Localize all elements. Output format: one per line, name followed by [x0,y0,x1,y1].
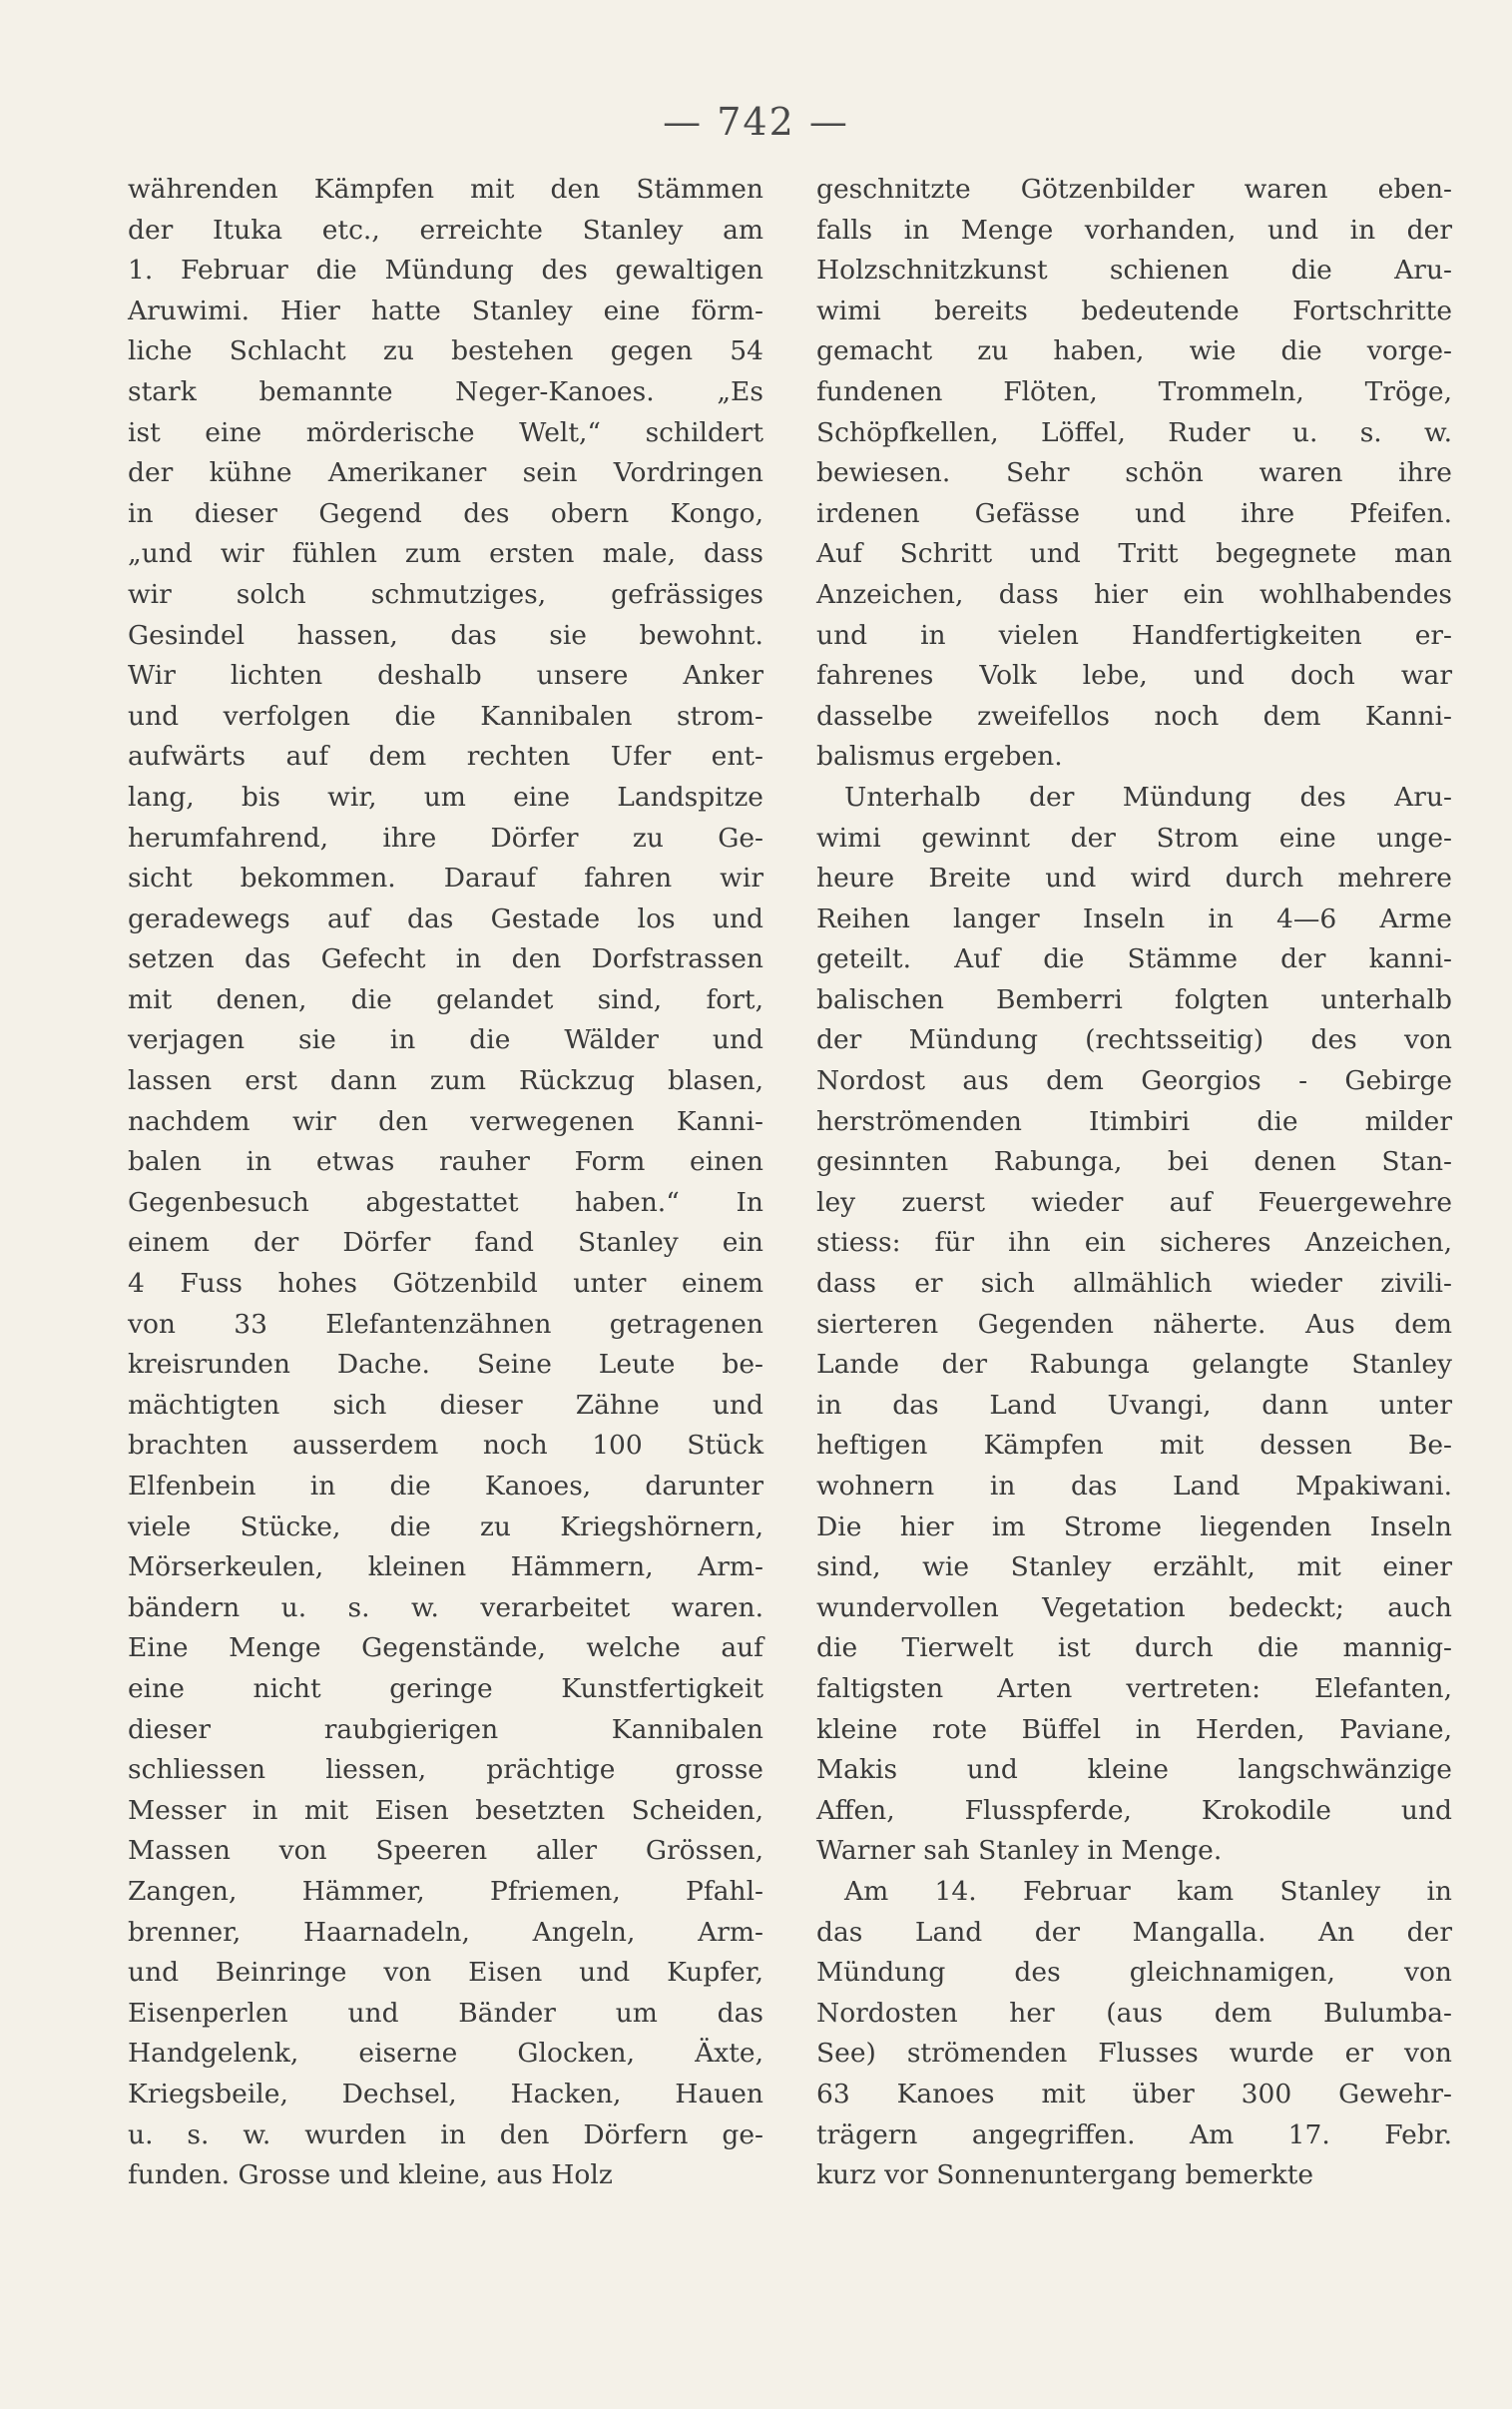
text-line: Warner sah Stanley in Menge. [816,1835,1223,1867]
text-line: währenden Kämpfen mit den Stämmen [128,174,763,205]
text-line: Gegenbesuch abgestattet haben.“ In [128,1186,763,1218]
text-line: Eine Menge Gegenstände, welche auf [128,1632,763,1664]
text-line: geschnitzte Götzenbilder waren eben- [816,174,1452,205]
text-line: Reihen langer Inseln in 4—6 Arme [816,903,1452,934]
text-line: Zangen, Hämmer, Pfriemen, Pfahl- [128,1875,763,1907]
text-line: wir solch schmutziges, gefrässiges [128,578,763,610]
text-line: Handgelenk, eiserne Glocken, Äxte, [128,2038,763,2070]
text-line: mit denen, die gelandet sind, fort, [128,983,763,1015]
text-line: Am 14. Februar kam Stanley in [844,1875,1452,1907]
text-line: Auf Schritt und Tritt begegnete man [816,538,1452,570]
text-line: Gesindel hassen, das sie bewohnt. [128,619,763,651]
text-line: 63 Kanoes mit über 300 Gewehr- [816,2078,1452,2109]
text-line: geradewegs auf das Gestade los und [128,903,763,934]
text-line: balismus ergeben. [816,741,1063,773]
text-line: setzen das Gefecht in den Dorfstrassen [128,943,763,975]
text-line: der kühne Amerikaner sein Vordringen [128,457,763,489]
text-line: Messer in mit Eisen besetzten Scheiden, [128,1794,763,1826]
text-line: 1. Februar die Mündung des gewaltigen [128,255,763,287]
text-line: Wir lichten deshalb unsere Anker [128,660,763,692]
text-line: stark bemannte Neger-Kanoes. „Es [128,375,763,407]
text-line: sicht bekommen. Darauf fahren wir [128,863,763,895]
text-line: kleine rote Büffel in Herden, Paviane, [816,1713,1452,1745]
text-line: und Beinringe von Eisen und Kupfer, [128,1957,763,1989]
text-line: Unterhalb der Mündung des Aru- [844,781,1452,813]
text-line: bewiesen. Sehr schön waren ihre [816,457,1452,489]
text-line: wohnern in das Land Mpakiwani. [816,1471,1452,1502]
text-line: der Mündung (rechtsseitig) des von [816,1024,1452,1056]
text-line: Aruwimi. Hier hatte Stanley eine förm- [128,295,763,326]
text-line: schliessen liessen, prächtige grosse [128,1754,763,1786]
text-line: gemacht zu haben, wie die vorge- [816,335,1452,367]
text-line: einem der Dörfer fand Stanley ein [128,1227,763,1259]
text-line: aufwärts auf dem rechten Ufer ent- [128,741,763,773]
text-line: brenner, Haarnadeln, Angeln, Arm- [128,1916,763,1948]
text-line: kreisrunden Dache. Seine Leute be- [128,1349,763,1381]
text-line: nachdem wir den verwegenen Kanni- [128,1105,763,1137]
text-line: mächtigten sich dieser Zähne und [128,1389,763,1421]
text-line: dieser raubgierigen Kannibalen [128,1713,763,1745]
text-line: viele Stücke, die zu Kriegshörnern, [128,1510,763,1542]
text-line: Elfenbein in die Kanoes, darunter [128,1471,763,1502]
text-line: das Land der Mangalla. An der [816,1916,1452,1948]
text-line: brachten ausserdem noch 100 Stück [128,1430,763,1462]
text-line: Anzeichen, dass hier ein wohlhabendes [816,578,1452,610]
text-line: und in vielen Handfertigkeiten er- [816,619,1452,651]
text-line: Holzschnitzkunst schienen die Aru- [816,255,1452,287]
text-line: Eisenperlen und Bänder um das [128,1997,763,2029]
text-line: sierteren Gegenden näherte. Aus dem [816,1308,1452,1340]
text-line: geteilt. Auf die Stämme der kanni- [816,943,1452,975]
text-line: heftigen Kämpfen mit dessen Be- [816,1430,1452,1462]
text-line: falls in Menge vorhanden, und in der [816,214,1452,246]
text-line: dass er sich allmählich wieder zivili- [816,1268,1452,1300]
text-line: kurz vor Sonnenuntergang bemerkte [816,2159,1314,2191]
text-line: verjagen sie in die Wälder und [128,1024,763,1056]
text-line: Nordost aus dem Georgios - Gebirge [816,1065,1452,1097]
text-line: See) strömenden Flusses wurde er von [816,2038,1452,2070]
page-number: — 742 — [663,100,849,144]
text-line: der Ituka etc., erreichte Stanley am [128,214,763,246]
text-line: stiess: für ihn ein sicheres Anzeichen, [816,1227,1452,1259]
text-line: faltigsten Arten vertreten: Elefanten, [816,1672,1452,1704]
text-line: Massen von Speeren aller Grössen, [128,1835,763,1867]
text-line: balischen Bemberri folgten unterhalb [816,983,1452,1015]
text-line: von 33 Elefantenzähnen getragenen [128,1308,763,1340]
text-line: heure Breite und wird durch mehrere [816,863,1452,895]
text-line: Schöpfkellen, Löffel, Ruder u. s. w. [816,416,1452,448]
text-line: liche Schlacht zu bestehen gegen 54 [128,335,763,367]
text-line: trägern angegriffen. Am 17. Febr. [816,2118,1452,2150]
text-line: in dieser Gegend des obern Kongo, [128,497,763,529]
text-line: wimi bereits bedeutende Fortschritte [816,295,1452,326]
text-line: ist eine mörderische Welt,“ schildert [128,416,763,448]
text-line: u. s. w. wurden in den Dörfern ge- [128,2118,763,2150]
text-line: wimi gewinnt der Strom eine unge- [816,822,1452,854]
text-line: funden. Grosse und kleine, aus Holz [128,2159,613,2191]
text-line: fundenen Flöten, Trommeln, Tröge, [816,375,1452,407]
text-line: herumfahrend, ihre Dörfer zu Ge- [128,822,763,854]
text-line: Mündung des gleichnamigen, von [816,1957,1452,1989]
text-line: Kriegsbeile, Dechsel, Hacken, Hauen [128,2078,763,2109]
text-line: 4 Fuss hohes Götzenbild unter einem [128,1268,763,1300]
text-line: bändern u. s. w. verarbeitet waren. [128,1591,763,1623]
text-line: sind, wie Stanley erzählt, mit einer [816,1551,1452,1583]
text-line: Lande der Rabunga gelangte Stanley [816,1349,1452,1381]
text-line: lassen erst dann zum Rückzug blasen, [128,1065,763,1097]
text-line: Nordosten her (aus dem Bulumba- [816,1997,1452,2029]
text-line: fahrenes Volk lebe, und doch war [816,660,1452,692]
text-line: lang, bis wir, um eine Landspitze [128,781,763,813]
text-line: Die hier im Strome liegenden Inseln [816,1510,1452,1542]
text-line: herströmenden Itimbiri die milder [816,1105,1452,1137]
text-line: balen in etwas rauher Form einen [128,1146,763,1178]
text-line: „und wir fühlen zum ersten male, dass [128,538,763,570]
text-line: und verfolgen die Kannibalen strom- [128,700,763,732]
text-line: Mörserkeulen, kleinen Hämmern, Arm- [128,1551,763,1583]
text-column-right [816,170,1452,2196]
text-line: gesinnten Rabunga, bei denen Stan- [816,1146,1452,1178]
text-line: irdenen Gefässe und ihre Pfeifen. [816,497,1452,529]
text-line: ley zuerst wieder auf Feuergewehre [816,1186,1452,1218]
text-line: Makis und kleine langschwänzige [816,1754,1452,1786]
text-line: Affen, Flusspferde, Krokodile und [816,1794,1452,1826]
text-line: eine nicht geringe Kunstfertigkeit [128,1672,763,1704]
text-column-left [128,170,763,2196]
text-line: dasselbe zweifellos noch dem Kanni- [816,700,1452,732]
text-line: die Tierwelt ist durch die mannig- [816,1632,1452,1664]
text-line: in das Land Uvangi, dann unter [816,1389,1452,1421]
text-line: wundervollen Vegetation bedeckt; auch [816,1591,1452,1623]
